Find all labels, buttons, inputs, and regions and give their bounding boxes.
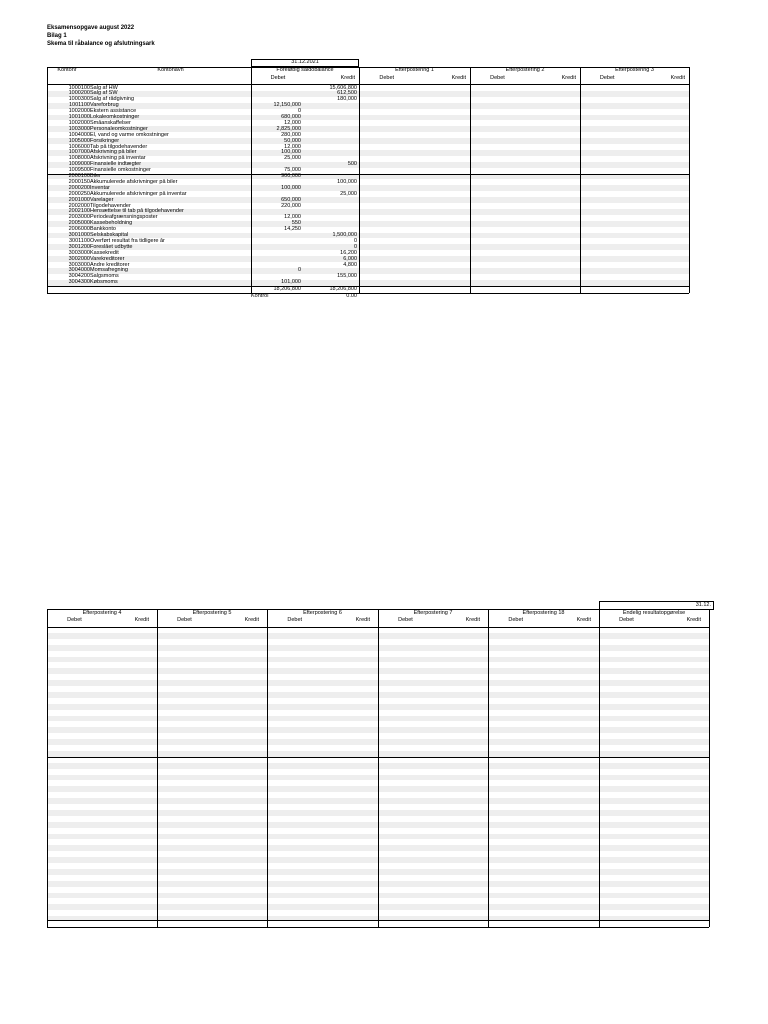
- debet-value: 12,000: [284, 214, 301, 221]
- group-header: Efterpostering 4: [82, 609, 122, 616]
- debet-value: 12,150,000: [273, 102, 301, 109]
- col-kontonavn: Kontonavn: [157, 67, 184, 73]
- debet-value: 101,000: [281, 279, 301, 286]
- debet-header: Debet: [379, 75, 395, 81]
- account-number: 2006000: [68, 226, 90, 233]
- group-header: Efterpostering 1: [395, 67, 434, 73]
- column-divider: [488, 609, 489, 927]
- account-name: Varekreditorer: [90, 255, 125, 262]
- kredit-header: Kredit: [355, 617, 370, 623]
- kredit-header: Kredit: [134, 617, 149, 623]
- debet-header: Debet: [619, 617, 634, 623]
- kredit-header: Kredit: [451, 75, 466, 81]
- kredit-header: Kredit: [465, 617, 480, 623]
- account-number: 2003000: [68, 214, 90, 221]
- account-number: 1006000: [68, 143, 90, 150]
- debet-value: 25,000: [284, 155, 301, 162]
- account-number: 2001000: [68, 196, 90, 203]
- account-name: Finansielle indtægter: [90, 161, 142, 168]
- account-name: Salg af rådgivning: [90, 96, 135, 103]
- account-number: 1007000: [68, 149, 90, 156]
- account-name: Tilgodehavender: [90, 202, 131, 209]
- header-bilag: Bilag 1: [47, 33, 67, 39]
- table-bottom-border: [47, 927, 709, 928]
- account-name: Afskrivning på inventar: [90, 155, 146, 162]
- account-name: Akkumulerede afskrivninger på biler: [90, 178, 178, 185]
- kredit-value: 4,800: [343, 261, 357, 268]
- debet-header: Debet: [490, 75, 505, 81]
- account-name: Forsikringer: [90, 137, 120, 144]
- account-name: Lokaleomkostninger: [90, 114, 140, 120]
- debet-value: 680,000: [281, 114, 301, 120]
- column-divider: [689, 67, 690, 293]
- debet-value: 220,000: [281, 202, 301, 209]
- kredit-value: 612,500: [337, 90, 357, 97]
- total-bottom-border: [47, 293, 689, 294]
- kredit-value: 25,000: [340, 190, 357, 197]
- account-number: 1009000: [68, 161, 90, 168]
- kredit-header: Kredit: [576, 617, 591, 623]
- account-name: Salgsmoms: [90, 273, 119, 280]
- column-divider: [378, 609, 379, 927]
- debet-value: 2,825,000: [276, 125, 301, 132]
- kredit-value: 0: [353, 243, 357, 250]
- debet-value: 75,000: [284, 167, 301, 174]
- account-number: 1008000: [68, 155, 90, 162]
- column-divider: [709, 609, 710, 927]
- kredit-header: Kredit: [670, 75, 685, 81]
- account-number: 3004200: [68, 273, 90, 280]
- account-number: 3003000: [68, 261, 90, 268]
- debet-value: 50,000: [284, 137, 301, 144]
- account-name: Varelager: [90, 196, 114, 203]
- column-divider: [47, 609, 48, 927]
- kredit-value: 15,606,800: [329, 84, 357, 91]
- debet-value: 100,000: [281, 149, 301, 156]
- group-header: Endelig resultatopgørelse: [622, 609, 686, 616]
- kontrol-value: 0.00: [346, 293, 357, 300]
- section-divider: [47, 174, 689, 175]
- kredit-header: Kredit: [244, 617, 259, 623]
- account-name: Hensættelse til tab på tilgodehavender: [90, 208, 184, 215]
- column-divider: [359, 67, 360, 293]
- debet-value: 280,000: [281, 131, 301, 138]
- account-number: 2000200: [68, 184, 90, 191]
- group-header: Efterpostering 7: [413, 609, 453, 616]
- account-number: 1004000: [68, 131, 90, 138]
- account-number: 3001000: [68, 232, 90, 238]
- account-name: Andre kreditorer: [90, 261, 130, 268]
- debet-value: 650,000: [281, 196, 301, 203]
- column-divider: [580, 67, 581, 293]
- debet-value: 12,000: [284, 143, 301, 150]
- account-number: 1002000: [68, 108, 90, 115]
- group-header: Foreløbig saldobalance: [276, 67, 334, 73]
- account-name: Kassekredit: [90, 249, 119, 256]
- group-header: Efterpostering 5: [192, 609, 232, 616]
- account-number: 1000100: [68, 84, 90, 91]
- group-header: Efterpostering 18: [522, 609, 565, 616]
- group-header: Efterpostering 3: [615, 67, 654, 73]
- kredit-value: 1,500,000: [332, 232, 357, 238]
- account-name: Kassebeholdning: [90, 220, 133, 227]
- col-kontonr: Kontonr: [57, 67, 77, 73]
- total-top-border: [47, 286, 689, 287]
- date-label: 31.12.2021: [291, 59, 319, 65]
- kontrol-label: Kontrol: [251, 293, 269, 300]
- account-number: 1000200: [68, 90, 90, 97]
- account-number: 1001000: [68, 114, 90, 120]
- debet-header: Debet: [599, 75, 615, 81]
- account-number: 3001200: [68, 243, 90, 250]
- account-number: 2000250: [68, 190, 90, 197]
- debet-value: 14,250: [284, 226, 301, 233]
- debet-header: Debet: [398, 617, 413, 623]
- kredit-value: 6,000: [343, 255, 357, 262]
- kredit-header: Kredit: [340, 75, 355, 81]
- account-number: 3004300: [68, 279, 90, 286]
- account-number: 1002000: [68, 119, 90, 126]
- debet-value: 0: [297, 108, 301, 115]
- group-header: Efterpostering 6: [303, 609, 342, 616]
- account-number: 3001100: [68, 237, 90, 244]
- account-name: Afskrivning på biler: [90, 149, 137, 156]
- column-divider: [470, 67, 471, 293]
- account-name: Biler: [90, 173, 102, 179]
- kredit-value: 155,000: [337, 273, 357, 280]
- debet-header: Debet: [508, 617, 524, 623]
- kredit-value: 500: [347, 161, 357, 168]
- debet-header: Debet: [287, 617, 303, 623]
- account-number: 1001100: [68, 102, 90, 109]
- account-number: 2002100: [68, 208, 90, 215]
- account-number: 1003000: [68, 125, 90, 132]
- total-debet: 18,206,800: [273, 286, 301, 293]
- account-name: Vareforbrug: [90, 102, 119, 109]
- account-name: Ekstern assistance: [90, 108, 137, 115]
- account-name: Inventar: [90, 184, 110, 191]
- account-name: Salg af HW: [90, 84, 118, 91]
- account-name: Momsafregning: [90, 267, 128, 274]
- debet-value: 0: [297, 267, 301, 274]
- account-name: Overført resultat fra tidligere år: [90, 237, 165, 244]
- account-number: 1005000: [68, 137, 90, 144]
- kredit-header: Kredit: [686, 617, 701, 623]
- debet-value: 550: [291, 220, 301, 227]
- date-label: 31.12.: [695, 602, 711, 608]
- account-name: Tab på tilgodehavender: [90, 143, 148, 150]
- debet-header: Debet: [270, 75, 286, 81]
- account-name: Bankkonto: [90, 226, 116, 233]
- header-subtitle: Skema til råbalance og afslutningsark: [47, 41, 155, 47]
- debet-value: 900,000: [281, 173, 301, 179]
- account-name: Periodeafgrænsningsposter: [90, 214, 158, 221]
- header-title: Eksamensopgave august 2022: [47, 25, 135, 31]
- kredit-value: 100,000: [337, 178, 357, 185]
- account-name: Akkumulerede afskrivninger på inventar: [90, 190, 187, 197]
- debet-header: Debet: [177, 617, 192, 623]
- debet-header: Debet: [67, 617, 82, 623]
- account-name: El, vand og varme omkostninger: [90, 131, 169, 138]
- kredit-header: Kredit: [561, 75, 576, 81]
- account-number: 3003000: [68, 249, 90, 256]
- kredit-value: 16,200: [340, 249, 357, 256]
- kredit-value: 180,000: [337, 96, 357, 103]
- account-name: Købsmoms: [90, 279, 118, 286]
- column-divider: [267, 609, 268, 927]
- account-name: Personaleomkostninger: [90, 125, 148, 132]
- account-name: Småanskaffelser: [90, 119, 131, 126]
- account-number: 1009500: [68, 167, 90, 174]
- account-number: 2000100: [68, 173, 90, 179]
- total-kredit: 18,206,800: [329, 286, 357, 293]
- account-name: Selskabskapital: [90, 232, 129, 238]
- account-name: Salg af SW: [90, 90, 118, 97]
- debet-value: 12,000: [284, 119, 301, 126]
- account-name: Finansielle omkostninger: [90, 167, 151, 174]
- account-name: Foreslået udbytte: [90, 243, 133, 250]
- column-divider: [157, 609, 158, 927]
- account-number: 1000300: [68, 96, 90, 103]
- group-header: Efterpostering 2: [505, 67, 545, 73]
- column-divider: [599, 609, 600, 927]
- debet-value: 100,000: [281, 184, 301, 191]
- account-number: 3004000: [68, 267, 90, 274]
- account-number: 2005000: [68, 220, 90, 227]
- account-number: 3002000: [68, 255, 90, 262]
- kredit-value: 0: [353, 237, 357, 244]
- account-number: 2000150: [68, 178, 90, 185]
- account-number: 2002000: [68, 202, 90, 209]
